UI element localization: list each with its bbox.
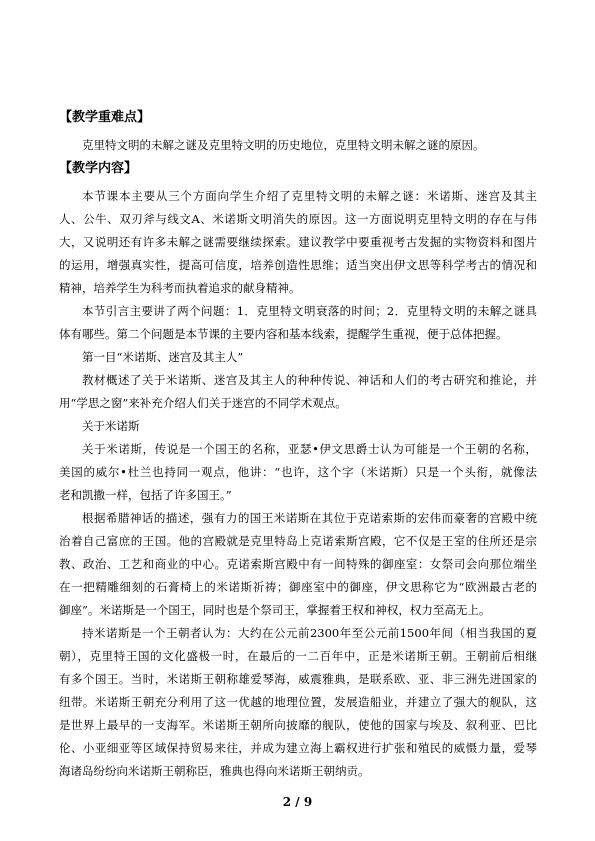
text-line: 体有哪些。第二个问题是本节课的主要内容和基本线索，提醒学生重视，便于总体把握。 [59, 327, 508, 341]
text-line: 纽带。米诺斯王朝充分利用了这一优越的地理位置，发展造船业，并建立了强大的舰队，这 [59, 695, 537, 709]
text-line: 美国的威尔•杜兰也持同一观点，他讲：“也许，这个字（米诺斯）只是一个头衔，就像法 [59, 465, 537, 479]
text-line: 第一目“米诺斯、迷宫及其主人” [82, 350, 244, 364]
paragraph-key-difficulties [59, 134, 537, 157]
text-line: 海诸岛纷纷向米诺斯王朝称臣，雅典也得向米诺斯王朝纳贡。 [59, 764, 370, 778]
text-line: 有多个国王。当时，米诺斯王朝称雄爱琴海，威震雅典，是联系欧、亚、非三洲先进国家的 [59, 672, 537, 686]
text-line: 伦、小亚细亚等区域保持贸易来往，并成为建立海上霸权进行扩张和殖民的威慑力量，爱琴 [59, 741, 537, 755]
text-line: 本节引言主要讲了两个问题：1．克里特文明衰落的时间；2．克里特文明的未解之谜具 [82, 304, 537, 318]
page-number: 2 / 9 [282, 795, 313, 809]
section-heading-teaching-content: 【教学内容】 [59, 161, 138, 176]
text-line: 在一把精雕细刻的石膏椅上的米诺斯祈祷；御座室中的御座，伊文思称它为“欧洲最古老的 [59, 580, 537, 594]
text-line: 老和凯撒一样，包括了许多国王。” [59, 488, 232, 502]
text-line: 朝），克里特王国的文化盛极一时，在最后的一二百年中，正是米诺斯王朝。王朝前后相继 [59, 649, 537, 663]
text-line: 是世界上最早的一支海军。米诺斯王朝所向披靡的舰队，使他的国家与埃及、叙利亚、巴比 [59, 718, 537, 732]
text-line: 用“学思之窗”来补充介绍人们关于迷宫的不同学术观点。 [59, 396, 347, 410]
text-line: 本节课本主要从三个方面向学生介绍了克里特文明的未解之谜：米诺斯、迷宫及其主 [82, 189, 537, 203]
paragraph-overview [59, 185, 537, 300]
text-line: 关于米诺斯，传说是一个国王的名称，亚瑟•伊文思爵士认为可能是一个王朝的名称， [82, 442, 537, 456]
paragraph-about-minos-title [59, 415, 537, 438]
text-line: 的运用，增强真实性，提高可信度，培养创造性思维；适当突出伊文思等科学考古的情况和 [59, 258, 537, 272]
text-line: 教材概述了关于米诺斯、迷宫及其主人的种种传说、神话和人们的考古研究和推论，并 [82, 373, 537, 387]
paragraph-minos-name [59, 438, 537, 507]
text-line: 持米诺斯是一个王朝者认为：大约在公元前2300年至公元前1500年间（相当我国的夏 [82, 626, 537, 640]
document-body [59, 106, 537, 783]
paragraph-introduction [59, 300, 537, 346]
paragraph-minos-dynasty [59, 622, 537, 783]
paragraph-textbook-summary [59, 369, 537, 415]
text-line: 精神，培养学生为科考而执着追求的献身精神。 [59, 281, 301, 295]
text-line: 关于米诺斯 [82, 419, 140, 433]
text-line: 克里特文明的未解之谜及克里特文明的历史地位，克里特文明未解之谜的原因。 [82, 138, 485, 152]
section-heading-key-difficulties: 【教学重难点】 [59, 110, 151, 125]
text-line: 人、公牛、双刃斧与线文A、米诺斯文明消失的原因。这一方面说明克里特文明的存在与伟 [59, 212, 537, 226]
text-line: 治着自己富庶的王国。他的宫殿就是克里特岛上克诺索斯宫殿，它不仅是王室的住所还是宗 [59, 534, 537, 548]
paragraph-subsection-title [59, 346, 537, 369]
text-line: 御座”。米诺斯是一个国王，同时也是个祭司王，掌握着王权和神权，权力至高无上。 [59, 603, 491, 617]
paragraph-greek-myth [59, 507, 537, 622]
text-line: 大，又说明还有许多未解之谜需要继续探索。建议教学中要重视考古发掘的实物资料和图片 [59, 235, 537, 249]
text-line: 教、政治、工艺和商业的中心。克诺索斯宫殿中有一间特殊的御座室：女祭司会向那位端坐 [59, 557, 537, 571]
text-line: 根据希腊神话的描述，强有力的国王米诺斯在其位于克诺索斯的宏伟而豪奢的宫殿中统 [82, 511, 537, 525]
